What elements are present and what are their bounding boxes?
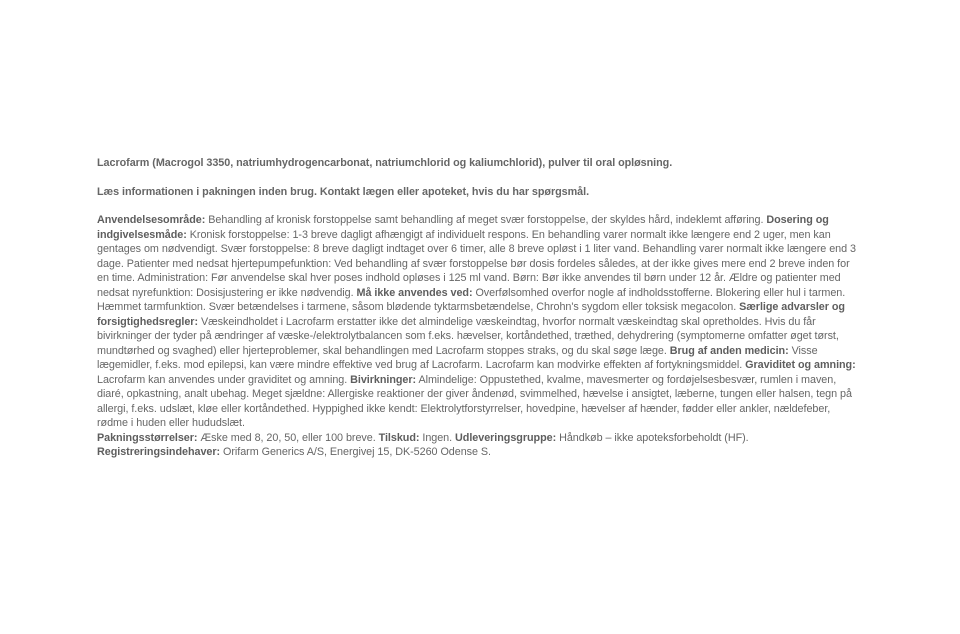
dispensing-group-text: Håndkøb – ikke apoteksforbeholdt (HF). — [556, 431, 749, 444]
package-sizes-label: Pakningsstørrelser: — [97, 431, 198, 444]
package-info-paragraph — [97, 431, 859, 446]
product-body-paragraph — [97, 213, 859, 431]
product-information-text — [97, 156, 859, 460]
marketing-holder-label: Registreringsindehaver: — [97, 446, 221, 458]
side-effects-label: Bivirkninger: — [350, 373, 417, 386]
contraindication-text: Overfølsomhed overfor nogle af indholdsstofferne. Blokering eller hul i tarmen. Hæmmet tarmfunktion. Svær betændelses i tarmene, såsom blødende tyktarmsbetændelse, Chrohn's sygdom eller toksisk megacolon. — [97, 286, 846, 313]
pregnancy-text: Lacrofarm kan anvendes under graviditet og amning. — [97, 373, 351, 386]
holder-paragraph — [97, 445, 859, 460]
side-effects-text: Almindelige: Oppustethed, kvalme, mavesmerter og fordøjelsesbesvær, rumlen i maven, diaré, opkastning, analt ubehag. Meget sjældne: Allergiske reaktioner der giver åndenød, svimmelhed, hævelse i ansigtet, læberne, tungen eller halsen, tegn på allergi, f.eks. udslæt, kløe eller kortåndethed. Hyppighed ikke kendt: Elektrolytforstyrrelser, hovedpine, hævelser af hænder, fødder eller ankler, nældefeber, rødme i huden eller hududslæt. — [97, 373, 852, 429]
interactions-label: Brug af anden medicin: — [669, 344, 789, 357]
reimbursement-text: Ingen. — [419, 431, 456, 444]
marketing-holder-text: Orifarm Generics A/S, Energivej 15, DK-5260 Odense S. — [220, 446, 492, 458]
read-instructions-notice: Læs informationen i pakningen inden brug. Kontakt lægen eller apoteket, hvis du har spørgsmål. — [97, 185, 590, 198]
package-sizes-text: Æske med 8, 20, 50, eller 100 breve. — [197, 431, 379, 444]
indication-label: Anvendelsesområde: — [97, 214, 206, 226]
warnings-label: Særlige advarsler og forsigtighedsregler: — [97, 301, 845, 328]
dispensing-group-label: Udleveringsgruppe: — [455, 431, 557, 444]
interactions-text: Visse lægemidler, f.eks. mod epilepsi, kan være mindre effektive ved brug af Lacrofarm. Lacrofarm kan modvirke effekten af fortykningsmiddel. — [97, 344, 818, 371]
warnings-text: Væskeindholdet i Lacrofarm erstatter ikke det almindelige væskeindtag, hvorfor normalt væskeindtag skal opretholdes. Hvis du får bivirkninger der tyder på ændringer af væske-/elektrolytbalancen som f.eks. hævelser, kortåndethed, træthed, dehydrering (symptomerne omfatter øget tørst, mundtørhed og svaghed) eller hjerteproblemer, skal behandlingen med Lacrofarm stoppes straks, og du skal søge læge. — [97, 315, 839, 357]
dosage-label: Dosering og indgivelsesmåde: — [97, 214, 829, 241]
contraindication-label: Må ikke anvendes ved: — [356, 286, 473, 299]
reimbursement-label: Tilskud: — [378, 431, 420, 444]
product-title: Lacrofarm (Macrogol 3350, natriumhydrogencarbonat, natriumchlorid og kaliumchlorid), pulver til oral opløsning. — [97, 157, 673, 169]
dosage-text: Kronisk forstoppelse: 1-3 breve dagligt afhængigt af individuelt respons. En behandling varer normalt ikke længere end 2 uger, men kan gentages om nødvendigt. Svær forstoppelse: 8 breve dagligt indtaget over 6 timer, alle 8 breve opløst i 1 liter vand. Behandling varer normalt ikke længere end 3 dage. Patienter med nedsat hjertepumpefunktion: Ved behandling af svær forstoppelse bør dosis fordeles således, at der ikke gives mere end 2 breve inden for en time. Administration: Før anvendelse skal hver poses indhold opløses i 125 ml vand. Børn: Bør ikke anvendes til børn under 12 år. Ældre og patienter med nedsat nyrefunktion: Dosisjustering er ikke nødvendig. — [97, 228, 856, 299]
indication-text: Behandling af kronisk forstoppelse samt behandling af meget svær forstoppelse, der skyldes hård, indeklemt afføring. — [205, 214, 767, 226]
pregnancy-label: Graviditet og amning: — [745, 359, 856, 371]
